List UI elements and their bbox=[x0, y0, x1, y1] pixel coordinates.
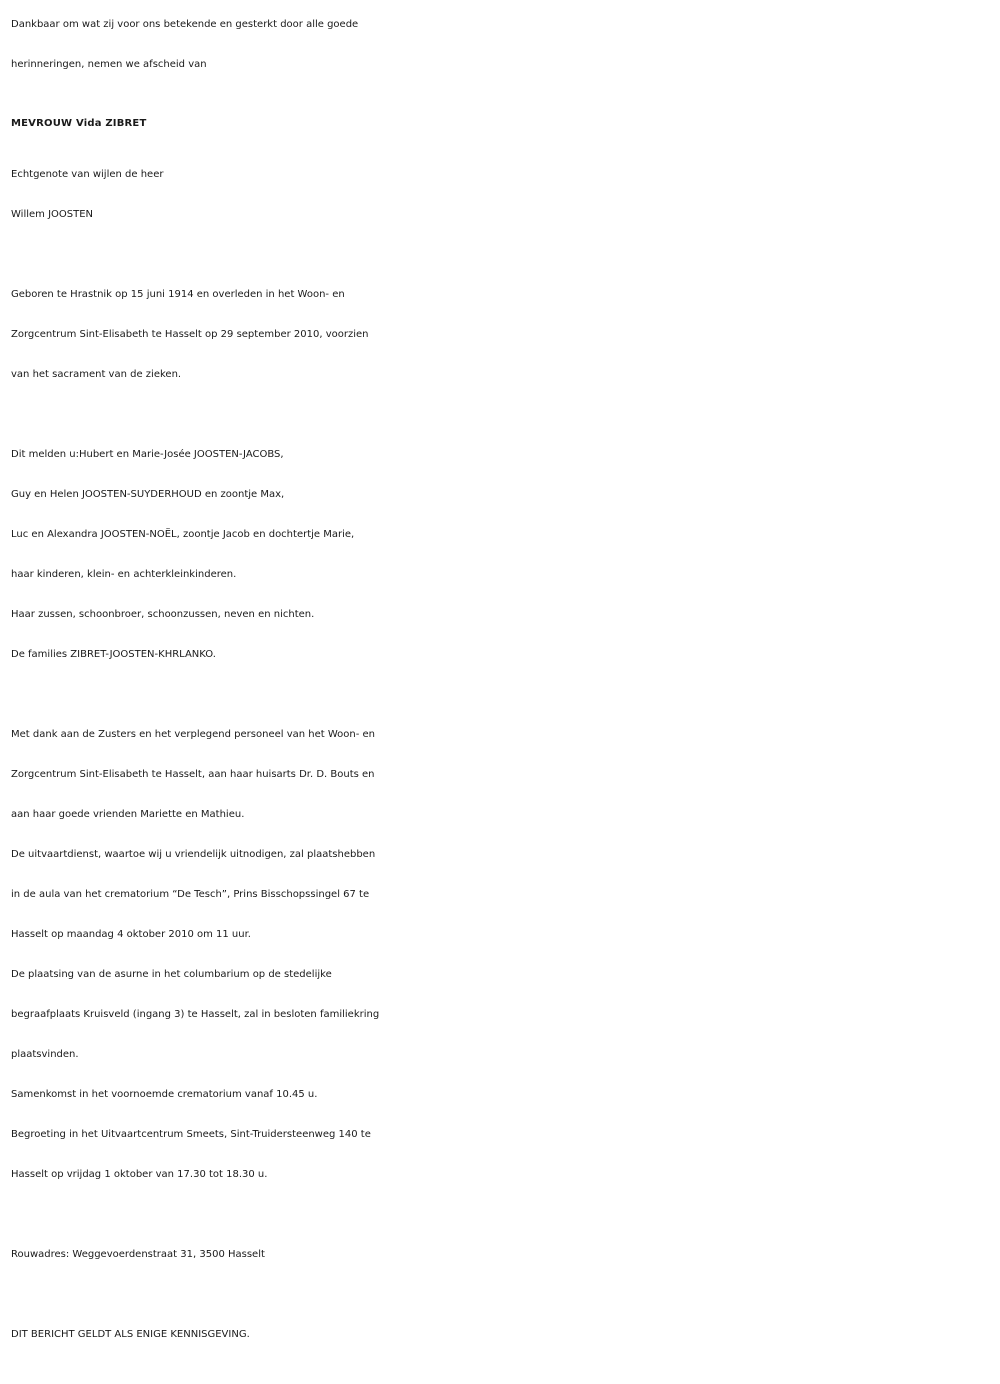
service-info-line: begraafplaats Kruisveld (ingang 3) te Hasselt, zal in besloten familiekring bbox=[11, 1009, 380, 1020]
spouse-info bbox=[11, 155, 1000, 235]
birth-death-line: van het sacrament van de zieken. bbox=[11, 369, 182, 380]
service-info-line: aan haar goede vrienden Mariette en Mathieu. bbox=[11, 809, 245, 820]
service-info-line: Met dank aan de Zusters en het verplegend personeel van het Woon- en bbox=[11, 729, 376, 740]
service-info-line: in de aula van het crematorium “De Tesch”, Prins Bisschopssingel 67 te bbox=[11, 889, 370, 900]
mourning-address: Rouwadres: Weggevoerdenstraat 31, 3500 Hasselt bbox=[11, 1249, 265, 1260]
intro-paragraph bbox=[11, 5, 1000, 85]
birth-death-line: Zorgcentrum Sint-Elisabeth te Hasselt op 29 september 2010, voorzien bbox=[11, 329, 369, 340]
service-info-line: Samenkomst in het voornoemde crematorium vanaf 10.45 u. bbox=[11, 1089, 318, 1100]
birth-death-paragraph bbox=[11, 275, 1000, 395]
spacer bbox=[11, 395, 1000, 435]
spacer bbox=[11, 675, 1000, 715]
spouse-line: Echtgenote van wijlen de heer bbox=[11, 169, 164, 180]
service-info-line: Hasselt op vrijdag 1 oktober van 17.30 tot 18.30 u. bbox=[11, 1169, 268, 1180]
announcers-paragraph bbox=[11, 435, 1000, 675]
closing-notice: DIT BERICHT GELDT ALS ENIGE KENNISGEVING. bbox=[11, 1329, 250, 1340]
announcer-line: haar kinderen, klein- en achterkleinkinderen. bbox=[11, 569, 237, 580]
announcer-line: De families ZIBRET-JOOSTEN-KHRLANKO. bbox=[11, 649, 216, 660]
service-info-line: Zorgcentrum Sint-Elisabeth te Hasselt, aan haar huisarts Dr. D. Bouts en bbox=[11, 769, 375, 780]
spacer bbox=[11, 1275, 1000, 1315]
birth-death-line: Geboren te Hrastnik op 15 juni 1914 en overleden in het Woon- en bbox=[11, 289, 345, 300]
announcer-line: Luc en Alexandra JOOSTEN-NOËL, zoontje Jacob en dochtertje Marie, bbox=[11, 529, 355, 540]
service-info-line: De plaatsing van de asurne in het columbarium op de stedelijke bbox=[11, 969, 332, 980]
announcer-line: Guy en Helen JOOSTEN-SUYDERHOUD en zoontje Max, bbox=[11, 489, 285, 500]
service-info-line: Hasselt op maandag 4 oktober 2010 om 11 uur. bbox=[11, 929, 251, 940]
intro-line: herinneringen, nemen we afscheid van bbox=[11, 59, 207, 70]
announcer-line: Haar zussen, schoonbroer, schoonzussen, neven en nichten. bbox=[11, 609, 315, 620]
spacer bbox=[11, 235, 1000, 275]
service-info-line: plaatsvinden. bbox=[11, 1049, 79, 1060]
service-info-paragraph bbox=[11, 715, 1000, 1195]
deceased-name: MEVROUW Vida ZIBRET bbox=[11, 118, 147, 129]
service-info-line: De uitvaartdienst, waartoe wij u vriendelijk uitnodigen, zal plaatshebben bbox=[11, 849, 376, 860]
spouse-line: Willem JOOSTEN bbox=[11, 209, 94, 220]
intro-line: Dankbaar om wat zij voor ons betekende en gesterkt door alle goede bbox=[11, 19, 359, 30]
service-info-line: Begroeting in het Uitvaartcentrum Smeets, Sint-Truidersteenweg 140 te bbox=[11, 1129, 371, 1140]
spacer bbox=[11, 1195, 1000, 1235]
announcer-line: Dit melden u:Hubert en Marie-Josée JOOSTEN-JACOBS, bbox=[11, 449, 284, 460]
